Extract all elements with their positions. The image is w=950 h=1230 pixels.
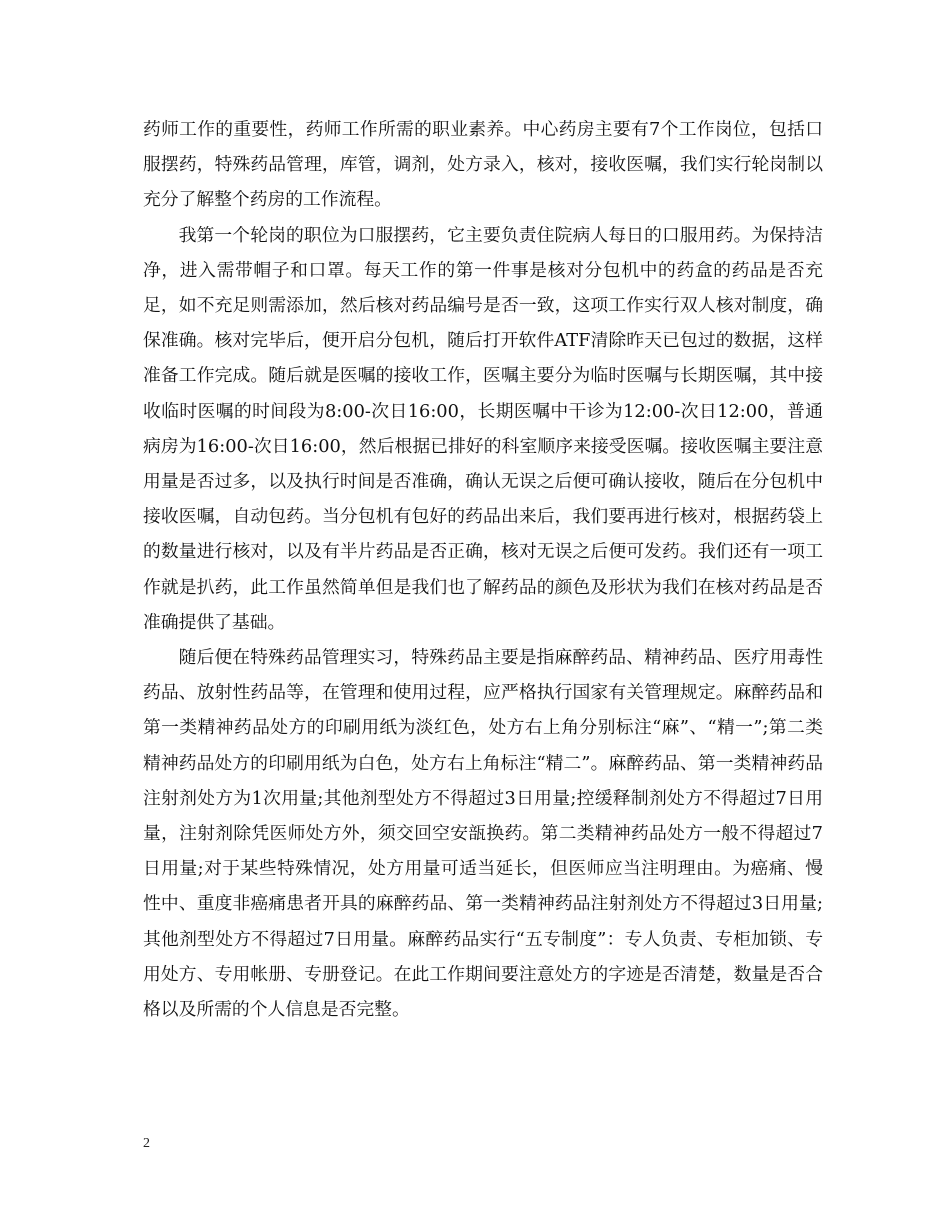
paragraph-special-drug-management: 随后便在特殊药品管理实习，特殊药品主要是指麻醉药品、精神药品、医疗用毒性药品、放射性药品等，在管理和使用过程，应严格执行国家有关管理规定。麻醉药品和第一类精神药品处方的印刷用纸为淡红色，处方右上角分别标注“麻”、“精一”;第二类精神药品处方的印刷用纸为白色，处方右上角标注“精二”。麻醉药品、第一类精神药品注射剂处方为1次用量;其他剂型处方不得超过3日用量;控缓释制剂处方不得超过7日用量，注射剂除凭医师处方外，须交回空安瓿换药。第二类精神药品处方一般不得超过7日用量;对于某些特殊情况，处方用量可适当延长，但医师应当注明理由。为癌痛、慢性中、重度非癌痛患者开具的麻醉药品、第一类精神药品注射剂处方不得超过3日用量;其他剂型处方不得超过7日用量。麻醉药品实行“五专制度”：专人负责、专柜加锁、专用处方、专用帐册、专册登记。在此工作期间要注意处方的字迹是否清楚，数量是否合格以及所需的个人信息是否完整。 [143,647,823,1021]
page-number: 2 [143,1136,150,1151]
paragraph-continuation: 药师工作的重要性，药师工作所需的职业素养。中心药房主要有7个工作岗位，包括口服摆药，特殊药品管理，库管，调剂，处方录入，核对，接收医嘱，我们实行轮岗制以充分了解整个药房的工作流程。 [143,119,823,211]
document-body [143,112,823,1027]
paragraph-oral-dispensing: 我第一个轮岗的职位为口服摆药，它主要负责住院病人每日的口服用药。为保持洁净，进入需带帽子和口罩。每天工作的第一件事是核对分包机中的药盒的药品是否充足，如不充足则需添加，然后核对药品编号是否一致，这项工作实行双人核对制度，确保准确。核对完毕后，便开启分包机，随后打开软件ATF清除昨天已包过的数据，这样准备工作完成。随后就是医嘱的接收工作，医嘱主要分为临时医嘱与长期医嘱，其中接收临时医嘱的时间段为8:00-次日16:00，长期医嘱中干诊为12:00-次日12:00，普通病房为16:00-次日16:00，然后根据已排好的科室顺序来接受医嘱。接收医嘱主要注意用量是否过多，以及执行时间是否准确，确认无误之后便可确认接收，随后在分包机中接收医嘱，自动包药。当分包机有包好的药品出来后，我们要再进行核对，根据药袋上的数量进行核对，以及有半片药品是否正确，核对无误之后便可发药。我们还有一项工作就是扒药，此工作虽然简单但是我们也了解药品的颜色及形状为我们在核对药品是否准确提供了基础。 [143,224,823,633]
